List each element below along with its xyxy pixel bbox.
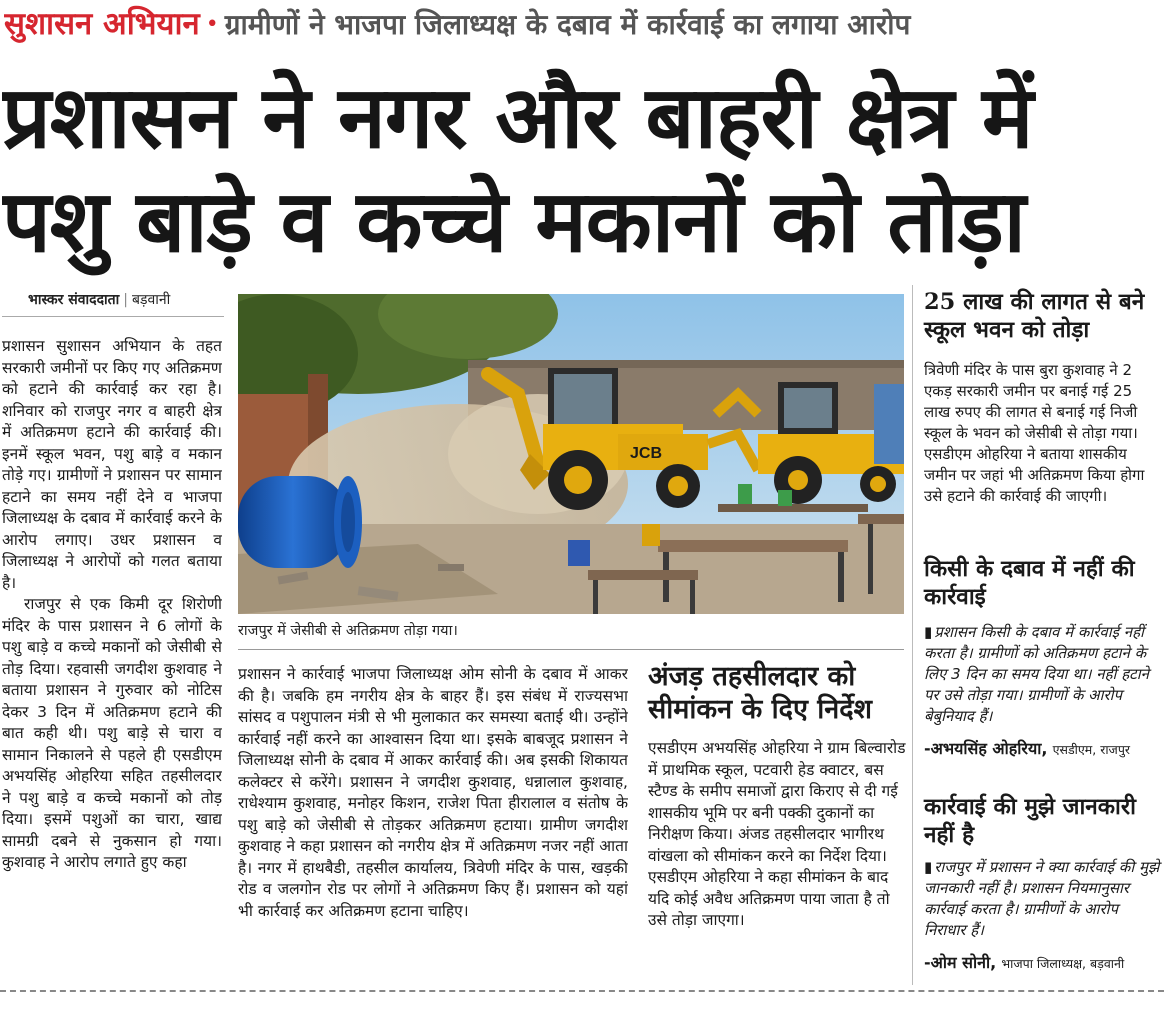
headline-line-1: प्रशासन ने नगर और बाहरी क्षेत्र में [2, 67, 1033, 168]
byline-separator: | [123, 292, 128, 308]
article-column-3 [648, 738, 908, 978]
signature-name: -अभयसिंह ओहरिया, [924, 739, 1048, 758]
photo-caption: राजपुर में जेसीबी से अतिक्रमण तोड़ा गया। [238, 623, 458, 639]
photo-rule [238, 649, 904, 650]
sidebar-story3-heading: कार्रवाई की मुझे जानकारी नहीं है [924, 794, 1136, 848]
column3-heading: अंजड़ तहसीलदार को सीमांकन के दिए निर्देश [648, 661, 872, 725]
headline-line-2: पशु बाड़े व कच्चे मकानों को तोड़ा [2, 171, 1025, 272]
byline-rule [2, 316, 224, 317]
article-column-1 [2, 336, 222, 976]
quote-marker-icon: ▮ [924, 623, 933, 641]
column1-paragraph-2: राजपुर से एक किमी दूर शिरोणी मंदिर के पास प्रशासन ने 6 लोगों के पशु बाड़े व कच्चे मकानों को जेसीबी से तोड़ दिया। रहवासी जगदीश कुशवाह ने बताया प्रशासन ने गुरुवार को नोटिस देकर 3 दिन में अतिक्रमण हटाने की बात कही थी। पशु बाड़े से चारा व सामान निकालने से पहले ही एसडीएम अभयसिंह ओहरिया सहित तहसीलदार ने पशु बाड़े व कच्चे मकानों को तोड़ दिया। इसमें पशुओं का चारा, खाद्य सामग्री दबने से नुकसान हो गया। कुशवाह ने आरोप लगाते हुए कहा [2, 595, 222, 871]
quote-text: प्रशासन किसी के दबाव में कार्रवाई नहीं करता है। ग्रामीणों को अतिक्रमण हटाने के लिए 3 दिन का समय दिया था। नहीं हटाने पर उसे तोड़ा गया। ग्रामीणों के आरोप बेबुनियाद हैं। [924, 623, 1149, 725]
byline [28, 290, 170, 309]
signature-title: एसडीएम, राजपुर [1052, 742, 1131, 757]
section-label: सुशासन अभियान [4, 6, 200, 42]
sidebar-story1-heading: 25 लाख की लागत से बने स्कूल भवन को तोड़ा [924, 289, 1145, 343]
column3-paragraph: एसडीएम अभयसिंह ओहरिया ने ग्राम बिल्वारोड में प्राथमिक स्कूल, पटवारी हेड क्वाटर, बस स्टैण्ड के समीप समाजों द्वारा किराए से दी गई शासकीय भूमि पर बनी पक्की दुकानों का निरीक्षण किया। अंजड तहसीलदार भागीरथ वांखला को सीमांकन करने का निर्देश दिया। एसडीएम ओहरिया ने कहा सीमांकन के बाद यदि कोई अवैध अतिक्रमण पाया जाता है तो उसे तोड़ा जाएगा। [648, 739, 906, 929]
bullet-icon: • [205, 12, 219, 37]
sidebar-story3-signature [924, 952, 1162, 975]
sidebar-story2-quote [924, 622, 1162, 727]
quote-text: राजपुर में प्रशासन ने क्या कार्रवाई की मुझे जानकारी नहीं है। प्रशासन नियमानुसार कार्रवाई करता है। ग्रामीणों के आरोप निराधार हैं। [924, 858, 1160, 939]
signature-name: -ओम सोनी, [924, 953, 997, 972]
machine-label-1: JCB [630, 445, 663, 462]
sidebar-story1-text: त्रिवेणी मंदिर के पास बुरा कुशवाह ने 2 एकड़ सरकारी जमीन पर बनाई गई 25 लाख रुपए की लागत से बनाई गई निजी स्कूल के भवन को जेसीबी से तोड़ा गया। एसडीएम ओहरिया ने बताया शासकीय जमीन पर जहां भी अतिक्रमण किया होगा उसे हटाने की कार्रवाई की जाएगी। [924, 361, 1145, 505]
demolition-scene-illustration [238, 294, 904, 614]
sidebar-story2-heading: किसी के दबाव में नहीं की कार्रवाई [924, 556, 1135, 610]
page-bottom-rule [0, 990, 1164, 992]
reporter-name: भास्कर संवाददाता [28, 292, 120, 308]
article-column-2 [238, 664, 628, 984]
kicker-line [4, 2, 1164, 46]
sub-headline: ग्रामीणों ने भाजपा जिलाध्यक्ष के दबाव में कार्रवाई का लगाया आरोप [224, 8, 911, 41]
column2-paragraph: प्रशासन ने कार्रवाई भाजपा जिलाध्यक्ष ओम सोनी के दबाव में आकर की है। जबकि हम नगरीय क्षेत्र के बाहर हैं। इस संबंध में राज्यसभा सांसद व पशुपालन मंत्री से भी मुलाकात कर समस्या बताई थी। उन्होंने कार्रवाई नहीं करने का आश्वासन दिया था। इसके बाबजूद प्रशासन ने जिलाध्यक्ष सोनी के दबाव में आकर कार्रवाई की। अब इसकी शिकायत कलेक्टर से करेंगे। प्रशासन ने जगदीश कुशवाह, धन्नालाल कुशवाह, राधेश्याम कुशवाह, मनोहर किशन, राजेश पिता हीरालाल व संतोष के पशु बाड़े को जेसीबी से तोड़कर अतिक्रमण हटाया। ग्रामीण जगदीश कुशवाह ने कहा प्रशासन को नगरीय क्षेत्र में अतिक्रमण नजर नहीं आता है। नगर में हाथबैडी, तहसील कार्यालय, त्रिवेणी मंदिर के पास, खड़की रोड व जलगोन रोड पर लोगों ने अतिक्रमण किए हैं। प्रशासन को यहां भी कार्रवाई कर अतिक्रमण हटाना चाहिए। [238, 665, 628, 920]
blue-water-drum [238, 476, 362, 568]
dateline-place: बड़वानी [131, 292, 171, 308]
news-photo [238, 294, 904, 614]
sidebar-story2-signature [924, 738, 1162, 761]
column1-paragraph-1: प्रशासन सुशासन अभियान के तहत सरकारी जमीनों पर किए गए अतिक्रमण को हटाने की कार्रवाई कर रहा है। शनिवार को राजपुर नगर व बाहरी क्षेत्र में अतिक्रमण हटाने की कार्रवाई की। इनमें स्कूल भवन, पशु बाड़े व मकान तोड़े गए। ग्रामीणों ने प्रशासन पर सामान हटाने का समय नहीं देने व भाजपा जिलाध्यक्ष के दबाव में कार्रवाई करने के आरोप लगाए। उधर प्रशासन व जिलाध्यक्ष ने आरोपों को गलत बताया है। [2, 337, 222, 592]
signature-title: भाजपा जिलाध्यक्ष, बड़वानी [1001, 956, 1125, 971]
sidebar-story3-quote [924, 857, 1162, 941]
quote-marker-icon: ▮ [924, 858, 933, 876]
sidebar-divider [912, 285, 913, 985]
